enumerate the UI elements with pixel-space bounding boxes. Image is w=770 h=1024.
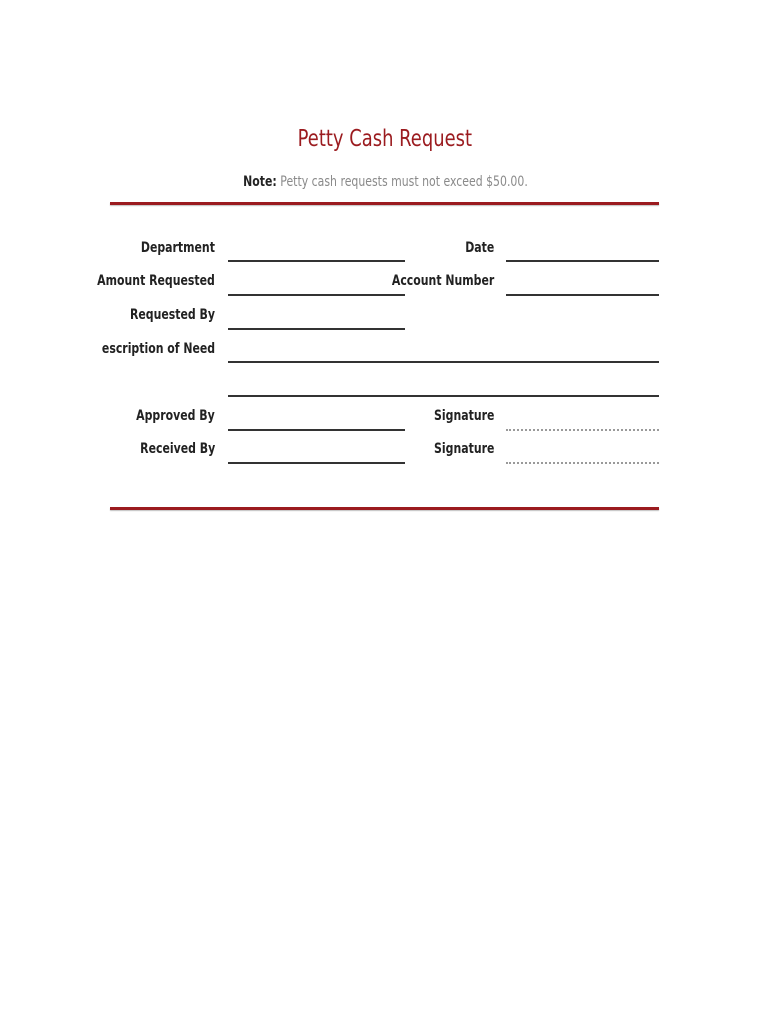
note-message: Petty cash requests must not exceed $50.00. (276, 174, 528, 190)
department-field[interactable] (228, 260, 405, 262)
received-by-label: Received By (139, 441, 215, 457)
description-of-need-field-line-1[interactable] (228, 361, 659, 363)
approved-signature-label: Signature (433, 408, 494, 424)
form-note (0, 174, 770, 190)
bottom-divider (110, 507, 659, 510)
account-number-field[interactable] (506, 294, 659, 296)
amount-requested-label: Amount Requested (97, 273, 215, 289)
requested-by-label: Requested By (129, 307, 215, 323)
date-field[interactable] (506, 260, 659, 262)
approved-by-field[interactable] (228, 429, 405, 431)
note-label: Note: (242, 174, 277, 190)
received-by-field[interactable] (228, 462, 405, 464)
description-of-need-label: escription of Need (101, 341, 215, 357)
form-title (0, 126, 770, 152)
approved-by-label: Approved By (136, 408, 215, 424)
form-note-text (243, 174, 528, 190)
description-of-need-field-line-2[interactable] (228, 395, 659, 397)
top-divider (110, 202, 659, 205)
form-title-text: Petty Cash Request (297, 126, 473, 152)
requested-by-field[interactable] (228, 328, 405, 330)
received-signature-label: Signature (433, 441, 494, 457)
account-number-label: Account Number (391, 273, 494, 289)
department-label: Department (140, 240, 215, 256)
amount-requested-field[interactable] (228, 294, 405, 296)
date-label: Date (464, 240, 494, 256)
approved-signature-field[interactable] (506, 429, 659, 431)
received-signature-field[interactable] (506, 462, 659, 464)
